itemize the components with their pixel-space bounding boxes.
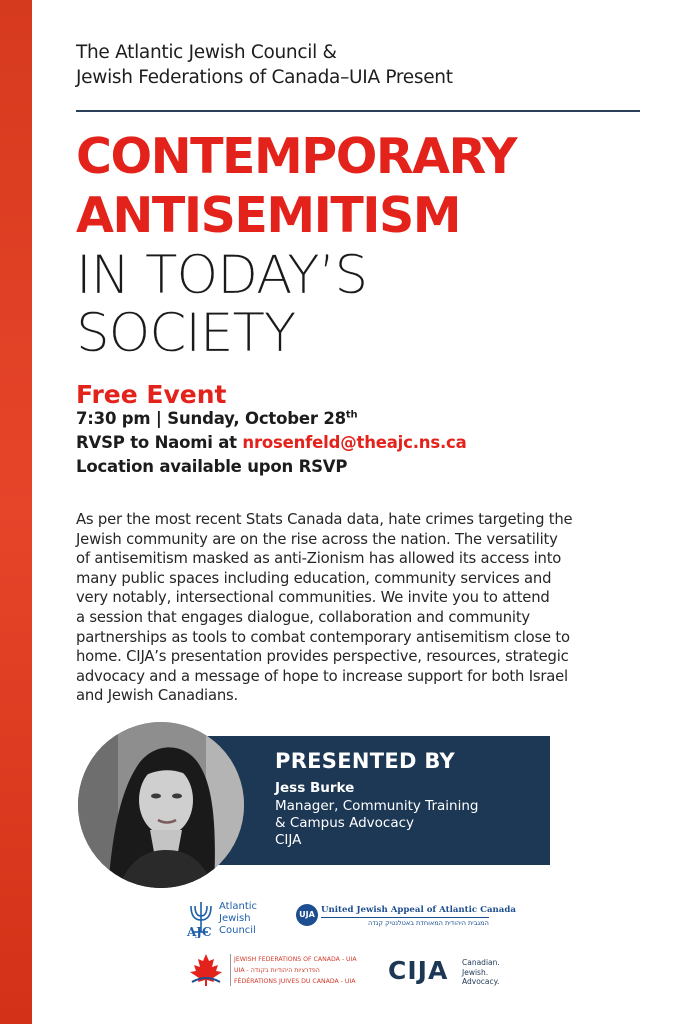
description-line: As per the most recent Stats Canada data, hate crimes targeting the <box>76 511 573 528</box>
ajc-line-1: Atlantic <box>219 901 258 912</box>
description-line: home. CIJA’s presentation provides perspective, resources, strategic <box>76 648 569 666</box>
description-line: Jewish community are on the rise across the nation. The versatility <box>76 530 558 548</box>
rsvp-email-link[interactable]: nrosenfeld@theajc.ns.ca <box>242 433 467 452</box>
description-line: many public spaces including education, community services and <box>76 569 552 587</box>
jfc-line-2: הפדרציות היהודיות בקנדה - UIA <box>234 967 320 974</box>
title-line-1: CONTEMPORARY <box>76 128 517 185</box>
presenter-name: Jess Burke <box>275 780 355 796</box>
description-line: partnerships as tools to combat contemporary antisemitism close to <box>76 628 570 646</box>
jewish-federations-logo <box>186 952 366 988</box>
description-line: and Jewish Canadians. <box>76 687 239 705</box>
svg-text:AJC: AJC <box>187 925 212 938</box>
left-accent-bar <box>0 0 32 1024</box>
presenter-role-line-1: Manager, Community Training <box>275 798 479 814</box>
maple-leaf-icon <box>186 952 226 988</box>
description-line: advocacy and a message of hope to increase support for both Israel <box>76 667 568 685</box>
uja-rule <box>321 917 489 918</box>
event-time-date <box>76 409 357 428</box>
atlantic-jewish-council-logo <box>186 898 266 942</box>
presenter-portrait-illustration <box>78 722 244 888</box>
presenter-role-line-2: & Campus Advocacy <box>275 815 415 831</box>
date-suffix: th <box>345 409 358 421</box>
event-time-date-text: 7:30 pm | Sunday, October 28 <box>76 409 346 428</box>
cija-logo <box>388 956 508 988</box>
presenters-heading <box>76 40 616 90</box>
presenter-org: CIJA <box>275 832 302 848</box>
menorah-icon <box>186 898 216 938</box>
presenters-line-1: The Atlantic Jewish Council & <box>76 42 337 63</box>
event-description <box>76 510 616 706</box>
title-line-3: IN TODAY’S <box>76 245 368 306</box>
rsvp-prefix: RVSP to Naomi at <box>76 433 243 452</box>
uja-name: United Jewish Appeal of Atlantic Canada <box>321 905 516 915</box>
cija-mark: CIJA <box>388 956 449 985</box>
description-line: of antisemitism masked as anti-Zionism has allowed its access into <box>76 550 562 568</box>
uja-hebrew: המגבית היהודית המאוחדת באטלנטיק קנדה <box>368 919 489 927</box>
jfc-line-3: FÉDÉRATIONS JUIVES DU CANADA - UIA <box>234 978 356 985</box>
presenter-photo <box>78 722 244 888</box>
title-line-2: ANTISEMITISM <box>76 187 461 244</box>
cija-line-3: Advocacy. <box>462 977 500 986</box>
presenters-line-2: Jewish Federations of Canada–UIA Present <box>76 67 453 88</box>
uja-logo <box>296 904 516 934</box>
uja-mark-icon <box>296 904 318 926</box>
divider-rule <box>76 110 640 112</box>
uja-mark-text: UJA <box>299 910 315 919</box>
event-location: Location available upon RSVP <box>76 457 348 476</box>
title-line-4: SOCIETY <box>76 303 296 364</box>
description-line: very notably, intersectional communities. We invite you to attend <box>76 589 550 607</box>
ajc-line-3: Council <box>219 925 256 936</box>
jfc-divider <box>230 954 231 986</box>
presented-by-heading: PRESENTED BY <box>275 749 456 773</box>
description-line: a session that engages dialogue, collaboration and community <box>76 608 530 626</box>
ajc-line-2: Jewish <box>219 913 251 924</box>
free-event-label: Free Event <box>76 380 227 409</box>
cija-line-2: Jewish. <box>462 967 489 977</box>
cija-line-1: Canadian. <box>462 958 500 967</box>
event-rsvp <box>76 433 467 452</box>
jfc-line-1: JEWISH FEDERATIONS OF CANADA - UIA <box>234 956 357 963</box>
